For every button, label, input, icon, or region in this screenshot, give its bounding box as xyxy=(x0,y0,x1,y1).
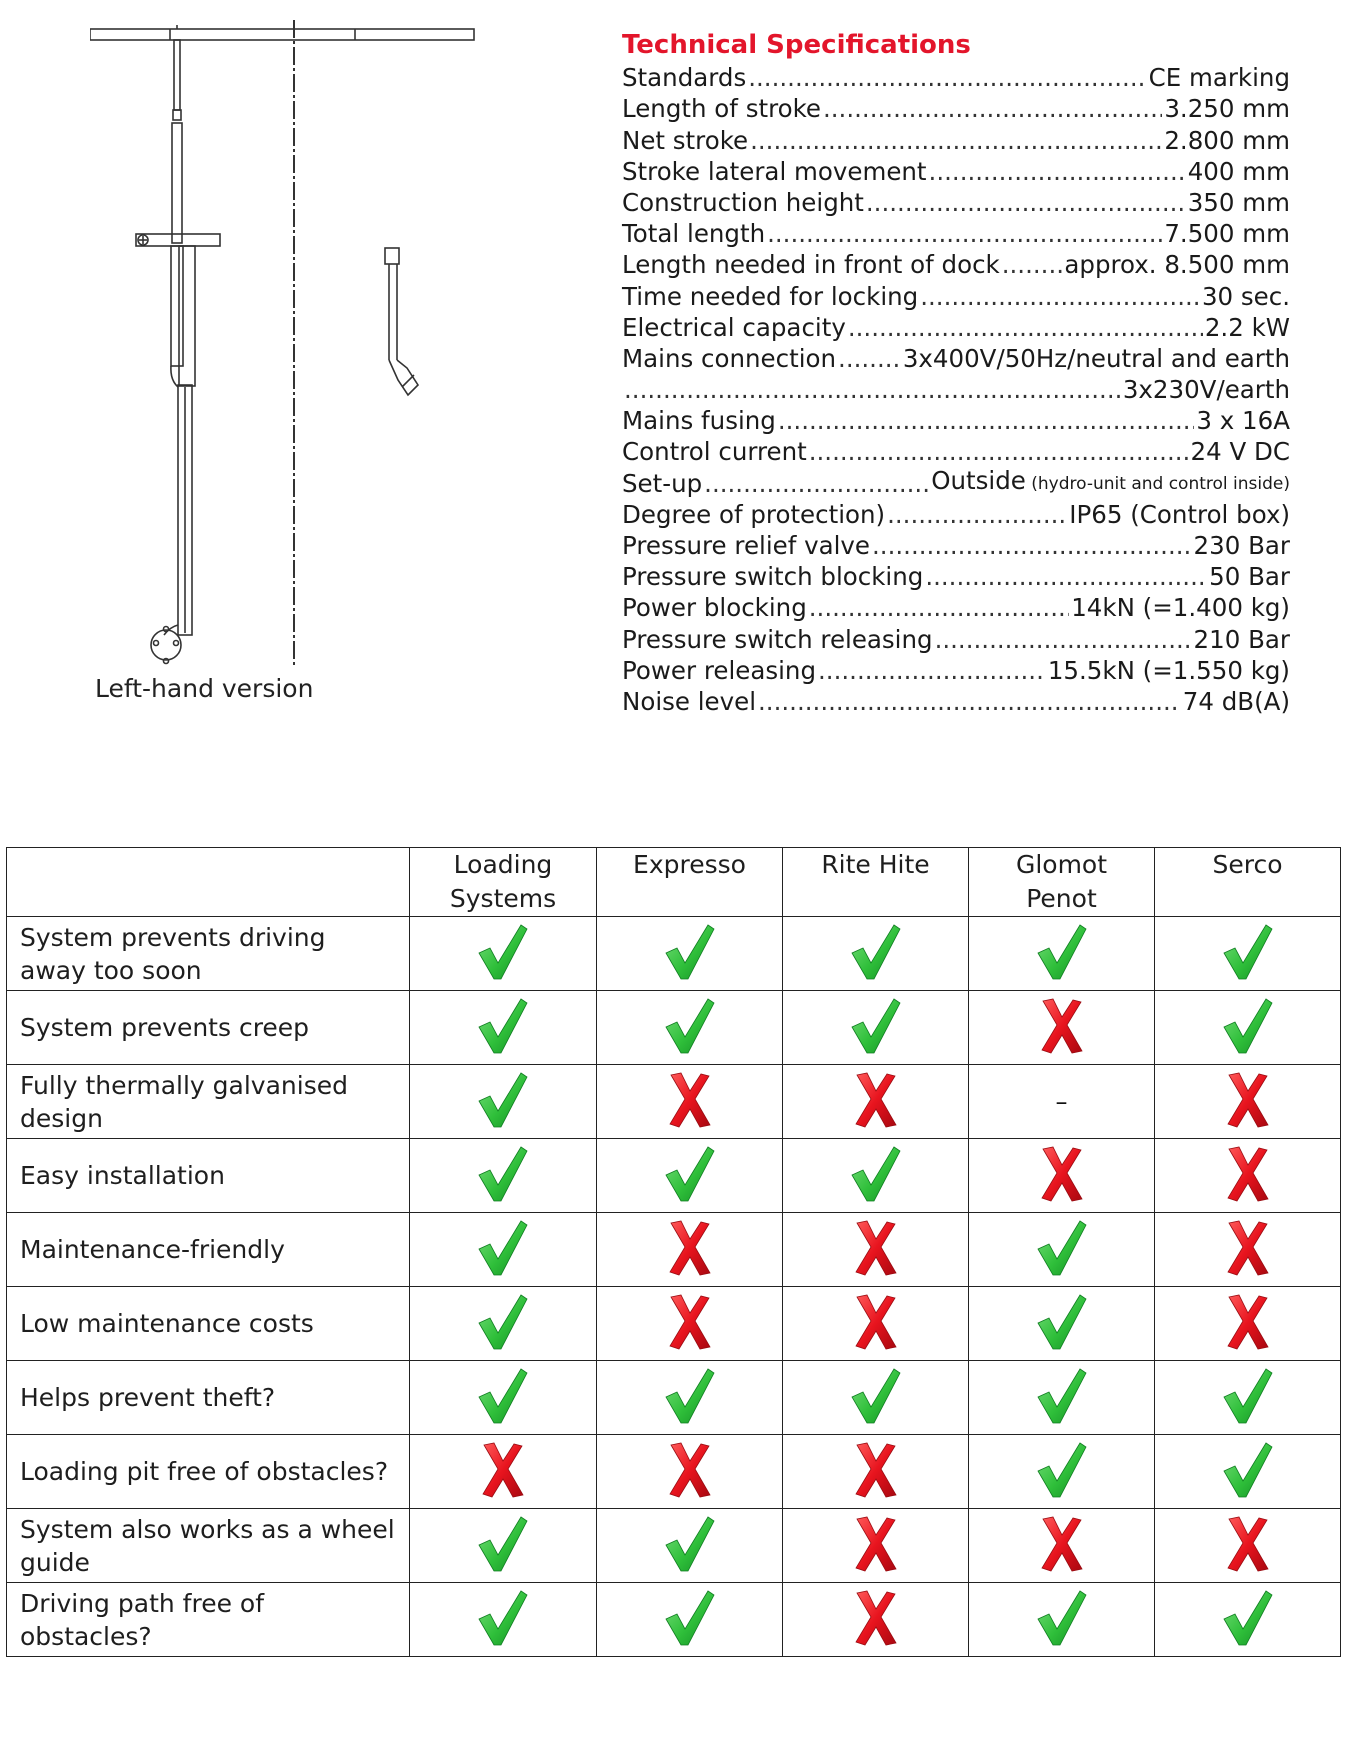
table-row xyxy=(7,1213,1341,1287)
mark-cell-check xyxy=(410,1361,597,1435)
spec-value xyxy=(1164,219,1290,249)
spec-value xyxy=(1071,593,1290,623)
mark-cell-cross xyxy=(1155,1287,1341,1361)
spec-value xyxy=(1196,406,1290,436)
spec-label: Standards xyxy=(622,63,747,93)
spec-leader-dots xyxy=(838,344,901,374)
column-header: Rite Hite xyxy=(783,848,969,917)
check-icon xyxy=(664,923,716,981)
spec-value-text: IP65 (Control box) xyxy=(1069,499,1290,529)
spec-label: Construction height xyxy=(622,187,864,217)
table-row xyxy=(7,1583,1341,1657)
spec-value xyxy=(1188,157,1290,187)
spec-row xyxy=(622,249,1290,280)
cross-icon xyxy=(853,1589,899,1647)
table-row xyxy=(7,917,1341,991)
check-icon xyxy=(477,1145,529,1203)
spec-value-text: 15.5kN (=1.550 kg) xyxy=(1047,655,1290,685)
dock-lock-drawing xyxy=(90,15,490,675)
check-icon xyxy=(1036,1367,1088,1425)
spec-value-note: (hydro-unit and control inside) xyxy=(1025,473,1290,494)
spec-label: Length of stroke xyxy=(622,94,821,124)
mark-cell-cross xyxy=(783,1509,969,1583)
check-icon xyxy=(477,1219,529,1277)
table-row xyxy=(7,1287,1341,1361)
cross-icon xyxy=(853,1071,899,1129)
mark-cell-check xyxy=(1155,1361,1341,1435)
mark-cell-check xyxy=(969,917,1155,991)
check-icon xyxy=(1222,923,1274,981)
spec-label: Length needed in front of dock xyxy=(622,250,1000,280)
cross-icon xyxy=(1225,1515,1271,1573)
spec-label: Control current xyxy=(622,437,807,467)
mark-cell-check xyxy=(783,991,969,1065)
spec-leader-dots xyxy=(818,656,1046,686)
spec-label: Pressure switch releasing xyxy=(622,624,933,654)
column-header: Glomot Penot xyxy=(969,848,1155,917)
spec-leader-dots xyxy=(1002,250,1063,280)
check-icon xyxy=(1222,997,1274,1055)
spec-label: Pressure switch blocking xyxy=(622,562,924,592)
spec-value-text: 350 mm xyxy=(1187,187,1290,217)
spec-row xyxy=(622,374,1290,405)
spec-leader-dots xyxy=(704,469,929,499)
spec-row xyxy=(622,343,1290,374)
table-row xyxy=(7,1065,1341,1139)
cross-icon xyxy=(1225,1145,1271,1203)
spec-label: Net stroke xyxy=(622,125,749,155)
spec-value xyxy=(1048,656,1290,686)
mark-cell-check xyxy=(969,1287,1155,1361)
cross-icon xyxy=(853,1441,899,1499)
spec-label: Total length xyxy=(622,219,766,249)
mark-cell-check xyxy=(1155,1435,1341,1509)
spec-value-text: 3x400V/50Hz/neutral and earth xyxy=(902,343,1290,373)
spec-row xyxy=(622,124,1290,155)
mark-cell-cross xyxy=(1155,1509,1341,1583)
spec-value-text: Outside xyxy=(931,465,1026,495)
spec-value-text: 74 dB(A) xyxy=(1182,686,1290,716)
mark-cell-check xyxy=(597,1583,783,1657)
mark-cell-check xyxy=(410,917,597,991)
mark-cell-cross xyxy=(783,1583,969,1657)
mark-cell-check xyxy=(1155,991,1341,1065)
check-icon xyxy=(1222,1441,1274,1499)
spec-value xyxy=(903,344,1290,374)
specs-title: Technical Specifications xyxy=(622,30,971,60)
spec-row xyxy=(622,62,1290,93)
check-icon xyxy=(850,923,902,981)
check-icon xyxy=(1036,1219,1088,1277)
mark-cell-cross xyxy=(783,1065,969,1139)
spec-value-text: 230 Bar xyxy=(1193,531,1290,560)
mark-cell-cross xyxy=(597,1287,783,1361)
check-icon xyxy=(850,1367,902,1425)
check-icon xyxy=(850,1145,902,1203)
spec-leader-dots xyxy=(750,126,1162,156)
feature-label: System prevents creep xyxy=(7,991,410,1065)
check-icon xyxy=(1222,1589,1274,1647)
mark-cell-check xyxy=(410,1583,597,1657)
mark-cell-cross xyxy=(783,1213,969,1287)
spec-value-text: 24 V DC xyxy=(1190,437,1290,467)
check-icon xyxy=(477,923,529,981)
check-icon xyxy=(477,1071,529,1129)
feature-label: System also works as a wheel guide xyxy=(7,1509,410,1583)
no-data-dash: – xyxy=(1055,1087,1068,1116)
spec-row xyxy=(622,561,1290,592)
check-icon xyxy=(1222,1367,1274,1425)
spec-leader-dots xyxy=(920,282,1200,312)
mark-cell-cross xyxy=(597,1065,783,1139)
cross-icon xyxy=(480,1441,526,1499)
mark-cell-check xyxy=(969,1361,1155,1435)
spec-label: Time needed for locking xyxy=(622,281,919,311)
feature-label: System prevents driving away too soon xyxy=(7,917,410,991)
technical-specifications xyxy=(622,30,1290,717)
spec-value xyxy=(1149,63,1290,93)
spec-leader-dots xyxy=(748,63,1146,93)
spec-leader-dots xyxy=(935,625,1192,655)
spec-row xyxy=(622,686,1290,717)
check-icon xyxy=(850,997,902,1055)
check-icon xyxy=(664,997,716,1055)
spec-leader-dots xyxy=(887,500,1067,530)
spec-row xyxy=(622,436,1290,467)
top-rail xyxy=(90,29,474,40)
cross-icon xyxy=(667,1441,713,1499)
spec-value-text: approx. 8.500 mm xyxy=(1064,250,1290,280)
spec-leader-dots xyxy=(929,157,1186,187)
mark-cell-check xyxy=(410,1065,597,1139)
spec-value-text: 210 Bar xyxy=(1193,624,1290,654)
mark-cell-check xyxy=(597,1509,783,1583)
spec-value-text: 2.2 kW xyxy=(1204,312,1290,342)
feature-label: Maintenance-friendly xyxy=(7,1213,410,1287)
spec-leader-dots xyxy=(778,406,1195,436)
feature-label: Helps prevent theft? xyxy=(7,1361,410,1435)
cross-icon xyxy=(853,1219,899,1277)
spec-label: Stroke lateral movement xyxy=(622,156,927,186)
spec-value xyxy=(1164,94,1290,124)
mark-cell-check xyxy=(969,1435,1155,1509)
spec-label: Power releasing xyxy=(622,655,817,685)
spec-value xyxy=(1209,562,1290,592)
spec-label: Pressure relief valve xyxy=(622,531,871,560)
mark-cell-check xyxy=(410,1287,597,1361)
comparison-table xyxy=(6,847,1341,1657)
feature-label: Loading pit free of obstacles? xyxy=(7,1435,410,1509)
mark-cell-cross xyxy=(597,1435,783,1509)
spec-leader-dots xyxy=(809,437,1189,467)
spec-label: Noise level xyxy=(622,686,757,716)
check-icon xyxy=(1036,1441,1088,1499)
feature-label: Low maintenance costs xyxy=(7,1287,410,1361)
cross-icon xyxy=(1225,1293,1271,1351)
spec-row xyxy=(622,405,1290,436)
table-row xyxy=(7,1509,1341,1583)
mark-cell-check xyxy=(597,1361,783,1435)
spec-value xyxy=(1123,375,1290,405)
check-icon xyxy=(477,1293,529,1351)
spec-leader-dots xyxy=(872,531,1192,561)
cross-icon xyxy=(667,1219,713,1277)
mark-cell-cross xyxy=(783,1287,969,1361)
spec-value xyxy=(1069,500,1290,530)
mark-cell-check xyxy=(783,917,969,991)
mark-cell-cross xyxy=(969,1509,1155,1583)
mark-cell-cross xyxy=(1155,1139,1341,1213)
mark-cell-cross xyxy=(597,1213,783,1287)
spec-label: Mains fusing xyxy=(622,406,776,436)
spec-label: Electrical capacity xyxy=(622,312,846,342)
spec-value xyxy=(1194,531,1290,561)
mark-cell-cross xyxy=(1155,1065,1341,1139)
cross-icon xyxy=(1039,1515,1085,1573)
cross-icon xyxy=(853,1293,899,1351)
spec-value-text: 7.500 mm xyxy=(1164,219,1290,249)
spec-value-text: 2.800 mm xyxy=(1164,125,1290,155)
spec-row xyxy=(622,499,1290,530)
column-header: Expresso xyxy=(597,848,783,917)
spec-value xyxy=(1205,313,1290,343)
cross-icon xyxy=(1225,1071,1271,1129)
mark-cell-check xyxy=(597,991,783,1065)
spec-value xyxy=(1191,437,1290,467)
cross-icon xyxy=(1039,1145,1085,1203)
spec-label: Set-up xyxy=(622,468,703,498)
feature-label: Fully thermally galvanised design xyxy=(7,1065,410,1139)
spec-value-text: 50 Bar xyxy=(1209,562,1290,592)
check-icon xyxy=(664,1589,716,1647)
check-icon xyxy=(664,1515,716,1573)
drawing-caption: Left-hand version xyxy=(95,674,314,703)
check-icon xyxy=(664,1367,716,1425)
spec-leader-dots xyxy=(758,687,1181,717)
spec-value-text: 14kN (=1.400 kg) xyxy=(1071,593,1290,623)
spec-leader-dots xyxy=(809,593,1069,623)
feature-label: Easy installation xyxy=(7,1139,410,1213)
header-feature-cell xyxy=(7,848,410,917)
table-header-row xyxy=(7,848,1341,917)
check-icon xyxy=(664,1145,716,1203)
mark-cell-dash xyxy=(969,1065,1155,1139)
check-icon xyxy=(1036,1589,1088,1647)
mark-cell-check xyxy=(1155,917,1341,991)
check-icon xyxy=(477,1589,529,1647)
mark-cell-check xyxy=(1155,1583,1341,1657)
check-icon xyxy=(477,997,529,1055)
spec-row xyxy=(622,156,1290,187)
spec-row xyxy=(622,218,1290,249)
spec-row xyxy=(622,312,1290,343)
mark-cell-cross xyxy=(969,1139,1155,1213)
spec-leader-dots xyxy=(823,94,1162,124)
spec-value xyxy=(1194,625,1290,655)
spec-value-text: 3x230V/earth xyxy=(1122,375,1290,405)
spec-row xyxy=(622,93,1290,124)
mark-cell-check xyxy=(597,917,783,991)
mark-cell-check xyxy=(969,1213,1155,1287)
table-row xyxy=(7,1139,1341,1213)
spec-value xyxy=(1202,282,1290,312)
mark-cell-cross xyxy=(969,991,1155,1065)
mark-cell-cross xyxy=(783,1435,969,1509)
table-row xyxy=(7,1435,1341,1509)
spec-leader-dots xyxy=(925,562,1207,592)
cross-icon xyxy=(853,1515,899,1573)
spec-value-text: 30 sec. xyxy=(1201,281,1290,311)
spec-row xyxy=(622,592,1290,623)
check-icon xyxy=(1036,1293,1088,1351)
spec-value xyxy=(1183,687,1290,717)
spec-row xyxy=(622,280,1290,311)
spec-value xyxy=(1064,250,1290,280)
spec-row xyxy=(622,467,1290,498)
spec-row xyxy=(622,655,1290,686)
column-header: Loading Systems xyxy=(410,848,597,917)
mark-cell-check xyxy=(969,1583,1155,1657)
spec-value-text: CE marking xyxy=(1148,63,1290,93)
spec-row xyxy=(622,187,1290,218)
check-icon xyxy=(477,1515,529,1573)
spec-leader-dots xyxy=(767,219,1162,249)
cross-icon xyxy=(667,1071,713,1129)
spec-leader-dots xyxy=(848,313,1203,343)
feature-label: Driving path free of obstacles? xyxy=(7,1583,410,1657)
mark-cell-check xyxy=(410,1139,597,1213)
mark-cell-cross xyxy=(410,1435,597,1509)
spec-value xyxy=(1188,188,1290,218)
spec-label: Degree of protection) xyxy=(622,499,886,529)
cross-icon xyxy=(1039,997,1085,1055)
check-icon xyxy=(477,1367,529,1425)
mark-cell-check xyxy=(597,1139,783,1213)
mark-cell-check xyxy=(783,1139,969,1213)
spec-leader-dots xyxy=(866,188,1186,218)
mark-cell-check xyxy=(783,1361,969,1435)
mark-cell-cross xyxy=(1155,1213,1341,1287)
table-row xyxy=(7,991,1341,1065)
spec-value-text: 400 mm xyxy=(1187,156,1290,186)
column-header: Serco xyxy=(1155,848,1341,917)
mark-cell-check xyxy=(410,1509,597,1583)
spec-row xyxy=(622,530,1290,561)
spec-value-text: 3.250 mm xyxy=(1164,94,1290,124)
spec-leader-dots xyxy=(624,375,1121,405)
spec-label: Power blocking xyxy=(622,593,807,623)
spec-label: Mains connection xyxy=(622,343,837,373)
cross-icon xyxy=(1225,1219,1271,1277)
mark-cell-check xyxy=(410,1213,597,1287)
check-icon xyxy=(1036,923,1088,981)
spec-row xyxy=(622,623,1290,654)
table-row xyxy=(7,1361,1341,1435)
mark-cell-check xyxy=(410,991,597,1065)
spec-value xyxy=(1164,126,1290,156)
cross-icon xyxy=(667,1293,713,1351)
spec-value xyxy=(931,466,1290,499)
spec-value-text: 3 x 16A xyxy=(1196,406,1290,436)
